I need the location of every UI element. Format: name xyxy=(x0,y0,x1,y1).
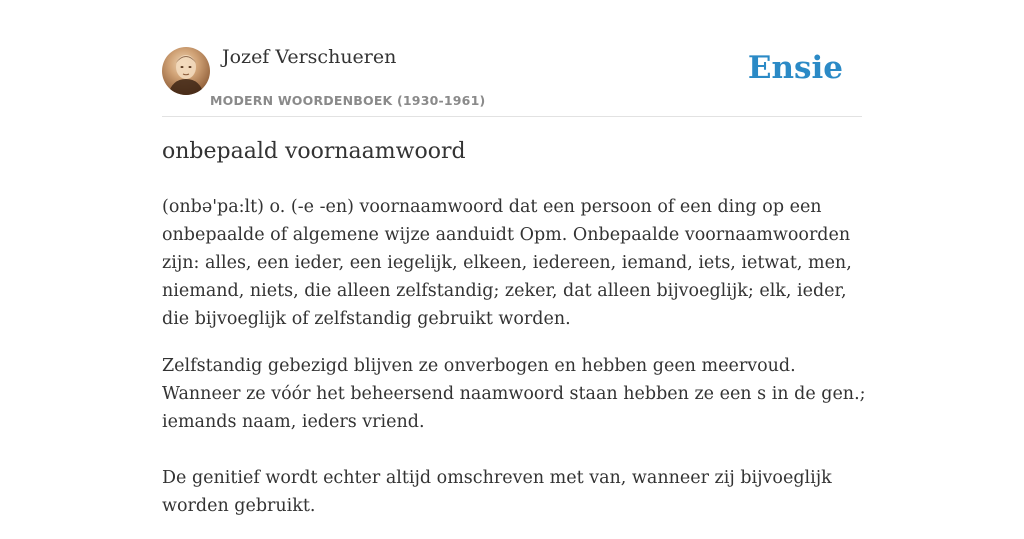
entry-header xyxy=(162,44,862,117)
definition-paragraph: (onbə'pa:lt) o. (-e -en) voornaamwoord dat een persoon of een ding op een onbepaalde of algemene wijze aanduidt Opm. Onbepaalde voornaamwoorden zijn: alles, een ieder, een iegelijk, elkeen, iedereen, iemand, iets, ietwat, men, niemand, niets, die alleen zelfstandig; zeker, dat alleen bijvoeglijk; elk, ieder, die bijvoeglijk of zelfstandig gebruikt worden. xyxy=(162,197,852,329)
dictionary-source[interactable]: MODERN WOORDENBOEK (1930-1961) xyxy=(210,93,486,108)
note-text: Zelfstandig gebezigd blijven ze onverbogen en hebben geen meervoud. Wanneer ze vóór het beheersend naamwoord staan hebben ze een s in de gen.; iemands naam, ieders vriend. xyxy=(162,356,866,432)
entry-title: onbepaald voornaamwoord xyxy=(162,139,466,164)
ensie-logo[interactable]: Ensie xyxy=(747,50,843,86)
author-portrait-icon xyxy=(162,47,210,95)
author-avatar[interactable] xyxy=(162,47,210,95)
author-name[interactable]: Jozef Verschueren xyxy=(222,46,397,68)
entry-definition xyxy=(162,193,872,539)
note-text: De genitief wordt echter altijd omschreven met van, wanneer zij bijvoeglijk worden gebruikt. xyxy=(162,468,832,516)
definition-paragraph xyxy=(162,352,872,520)
